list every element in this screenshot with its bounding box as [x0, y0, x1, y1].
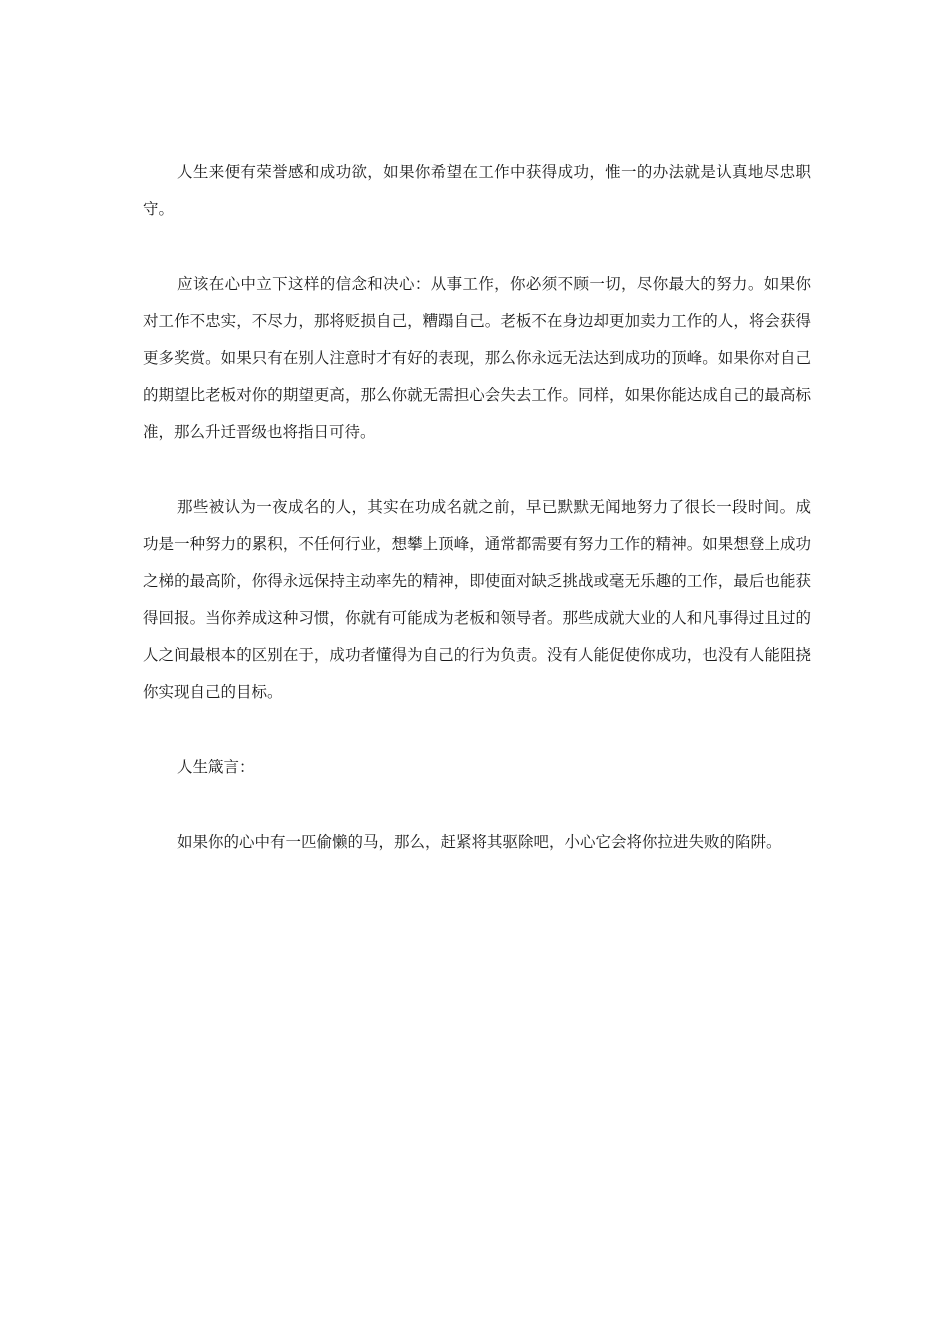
paragraph-3: 那些被认为一夜成名的人，其实在功成名就之前，早已默默无闻地努力了很长一段时间。成功是一种努力的累积，不任何行业，想攀上顶峰，通常都需要有努力工作的精神。如果想登上成功之梯的最高阶，你得永远保持主动率先的精神，即使面对缺乏挑战或毫无乐趣的工作，最后也能获得回报。当你养成这种习惯，你就有可能成为老板和领导者。那些成就大业的人和凡事得过且过的人之间最根本的区别在于，成功者懂得为自己的行为负责。没有人能促使你成功，也没有人能阻挠你实现自己的目标。 — [143, 498, 811, 701]
paragraph-gap — [143, 711, 811, 749]
paragraph-gap — [143, 451, 811, 489]
motto-text: 如果你的心中有一匹偷懒的马，那么，赶紧将其驱除吧，小心它会将你拉进失败的陷阱。 — [177, 833, 782, 851]
document-body — [143, 154, 811, 861]
paragraph-1: 人生来便有荣誉感和成功欲，如果你希望在工作中获得成功，惟一的办法就是认真地尽忠职守。 — [143, 163, 811, 218]
paragraph-gap — [143, 228, 811, 266]
paragraph-gap — [143, 786, 811, 824]
paragraph-2: 应该在心中立下这样的信念和决心：从事工作，你必须不顾一切，尽你最大的努力。如果你对工作不忠实，不尽力，那将贬损自己，糟蹋自己。老板不在身边却更加卖力工作的人，将会获得更多奖赏。如果只有在别人注意时才有好的表现，那么你永远无法达到成功的顶峰。如果你对自己的期望比老板对你的期望更高，那么你就无需担心会失去工作。同样，如果你能达成自己的最高标准，那么升迁晋级也将指日可待。 — [143, 275, 811, 441]
motto-heading: 人生箴言： — [177, 758, 255, 776]
